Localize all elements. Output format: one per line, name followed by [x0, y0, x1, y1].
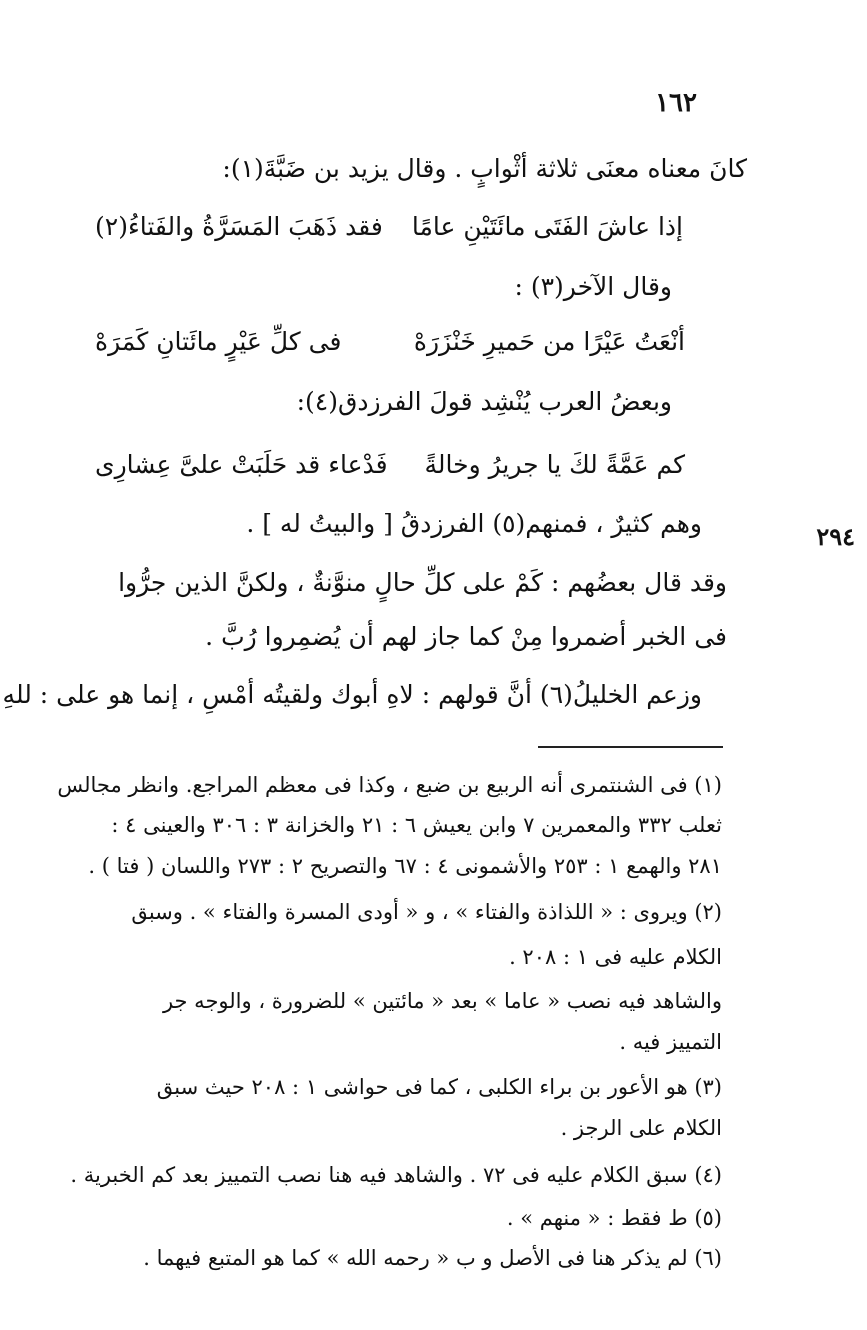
verse-first-hemistich: أنْعَتُ عَيْرًا من حَميرِ خَنْزَرَهْ — [413, 327, 685, 356]
footnote-divider — [538, 746, 723, 748]
main-text-line: وهم كثيرٌ ، فمنهم(٥) الفرزدقُ [ والبيتُ له ] . — [246, 509, 702, 538]
footnote-line: ٢٨١ والهمع ١ : ٢٥٣ والأشمونى ٤ : ٦٧ والتصريح ٢ : ٢٧٣ واللسان ( فتا ) . — [88, 854, 722, 878]
main-text-line: كانَ معناه معنَى ثلاثة أثْوابٍ . وقال يزيد بن ضَبَّةَ(١): — [222, 154, 747, 183]
footnote-line: الكلام عليه فى ١ : ٢٠٨ . — [509, 945, 722, 969]
footnote-line: ثعلب ٣٣٢ والمعمرين ٧ وابن يعيش ٦ : ٢١ والخزانة ٣ : ٣٠٦ والعينى ٤ : — [111, 813, 722, 837]
main-text-line: وزعم الخليلُ(٦) أنَّ قولهم : لاهِ أبوك ولقيتُه أمْسِ ، إنما هو على : للهِ — [2, 680, 702, 709]
verse-second-hemistich: فقد ذَهَبَ المَسَرَّةُ والفَتاءُ(٢) — [95, 212, 383, 241]
poem-verse — [95, 210, 683, 246]
footnote-line: الكلام على الرجز . — [560, 1116, 722, 1140]
footnote-line: (٥) ط فقط : « منهم » . — [506, 1206, 722, 1230]
footnote-line: (٦) لم يذكر هنا فى الأصل و ب « رحمه الله » كما هو المتبع فيهما . — [143, 1246, 722, 1270]
verse-first-hemistich: إذا عاشَ الفَتَى مائَتَيْنِ عامًا — [411, 212, 683, 241]
poem-verse — [95, 325, 685, 361]
margin-page-reference: ٢٩٤ — [816, 522, 855, 551]
footnote-line: والشاهد فيه نصب « عاما » بعد « مائتين » للضرورة ، والوجه جر — [162, 989, 722, 1013]
main-text-line: وبعضُ العرب يُنْشِد قولَ الفرزدق(٤): — [296, 387, 672, 416]
verse-first-hemistich: كم عَمَّةً لكَ يا جريرُ وخالةً — [424, 450, 685, 479]
footnote-line: (٣) هو الأعور بن براء الكلبى ، كما فى حواشى ١ : ٢٠٨ حيث سبق — [156, 1075, 722, 1099]
verse-second-hemistich: فَدْعاء قد حَلَبَتْ علىَّ عِشارِى — [95, 450, 388, 479]
poem-verse — [95, 448, 685, 484]
footnote-line: (٢) ويروى : « اللذاذة والفتاء » ، و « أودى المسرة والفتاء » . وسبق — [131, 900, 722, 924]
footnote-line: التمييز فيه . — [619, 1030, 722, 1054]
main-text-line: وقد قال بعضُهم : كَمْ على كلِّ حالٍ منوَّنةٌ ، ولكنَّ الذين جرُّوا — [118, 568, 727, 597]
page-number: ١٦٢ — [655, 88, 697, 118]
main-text-line: وقال الآخر(٣) : — [514, 272, 672, 301]
footnote-line: (١) فى الشنتمرى أنه الربيع بن ضبع ، وكذا فى معظم المراجع. وانظر مجالس — [57, 773, 722, 797]
main-text-line: فى الخبر أضمروا مِنْ كما جاز لهم أن يُضمِروا رُبَّ . — [205, 622, 727, 651]
footnote-line: (٤) سبق الكلام عليه فى ٧٢ . والشاهد فيه هنا نصب التمييز بعد كم الخبرية . — [70, 1163, 722, 1187]
verse-second-hemistich: فى كلِّ عَيْرٍ مائَتانِ كَمَرَهْ — [95, 327, 342, 356]
